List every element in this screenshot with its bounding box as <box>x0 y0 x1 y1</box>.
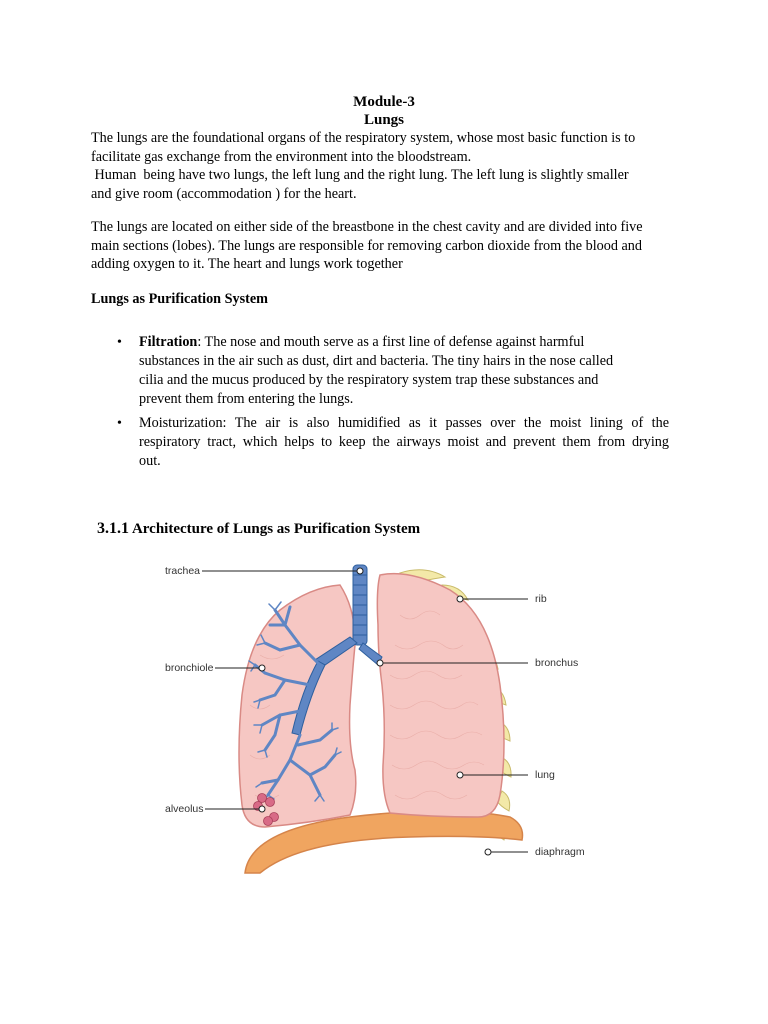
location-line: main sections (lobes). The lungs are responsible for removing carbon dioxide from the blood and <box>91 237 642 254</box>
left-lung-shape <box>239 585 356 827</box>
module-title: Module-3 <box>353 94 415 110</box>
label-trachea: trachea <box>165 565 201 577</box>
filtration-term: Filtration <box>139 334 198 350</box>
list-item-filtration <box>117 333 677 409</box>
filtration-line: substances in the air such as dust, dirt and bacteria. The tiny hairs in the nose called <box>139 353 614 369</box>
label-rib: rib <box>535 593 547 605</box>
trachea-shape <box>353 565 367 645</box>
label-lung: lung <box>535 769 555 781</box>
intro-line: The lungs are the foundational organs of the respiratory system, whose most basic function is to <box>91 130 636 146</box>
label-bronchus: bronchus <box>535 657 579 669</box>
filtration-text: : The nose and mouth serve as a first line of defense against harmful <box>197 334 585 350</box>
moisturization-line: out. <box>139 453 161 469</box>
list-item-moisturization <box>117 414 677 471</box>
architecture-heading <box>97 519 420 539</box>
intro-line: facilitate gas exchange from the environment into the bloodstream. <box>91 148 472 165</box>
intro-line: and give room (accommodation ) for the heart. <box>91 185 357 202</box>
bullet-icon: • <box>117 416 122 431</box>
label-alveolus: alveolus <box>165 803 204 815</box>
section-number: 3.1.1 <box>97 520 129 537</box>
location-line: The lungs are located on either side of the breastbone in the chest cavity and are divided into five <box>91 219 643 235</box>
intro-paragraph <box>91 129 691 203</box>
bullet-icon: • <box>117 335 122 350</box>
purification-list-2 <box>117 414 677 471</box>
label-bronchiole: bronchiole <box>165 662 214 674</box>
lung-diagram <box>150 555 610 885</box>
filtration-line: prevent them from entering the lungs. <box>139 391 354 407</box>
section-heading: Lungs as Purification System <box>91 291 268 307</box>
moisturization-line: Moisturization: The air is also humidified as it passes over the moist lining of the <box>139 415 669 431</box>
filtration-line: cilia and the mucus produced by the respiratory system trap these substances and <box>139 372 599 388</box>
intro-line: Human being have two lungs, the left lung and the right lung. The left lung is slightly smaller <box>91 167 629 183</box>
purification-list <box>117 333 677 409</box>
right-lung-shape <box>377 574 504 817</box>
location-paragraph <box>91 218 691 274</box>
moisturization-line: respiratory tract, which helps to keep the airways moist and prevent them from drying <box>139 434 669 450</box>
location-line: adding oxygen to it. The heart and lungs work together <box>91 256 403 272</box>
page-title: Lungs <box>363 112 405 128</box>
architecture-title: Architecture of Lungs as Purification System <box>131 521 421 537</box>
label-diaphragm: diaphragm <box>535 846 585 858</box>
